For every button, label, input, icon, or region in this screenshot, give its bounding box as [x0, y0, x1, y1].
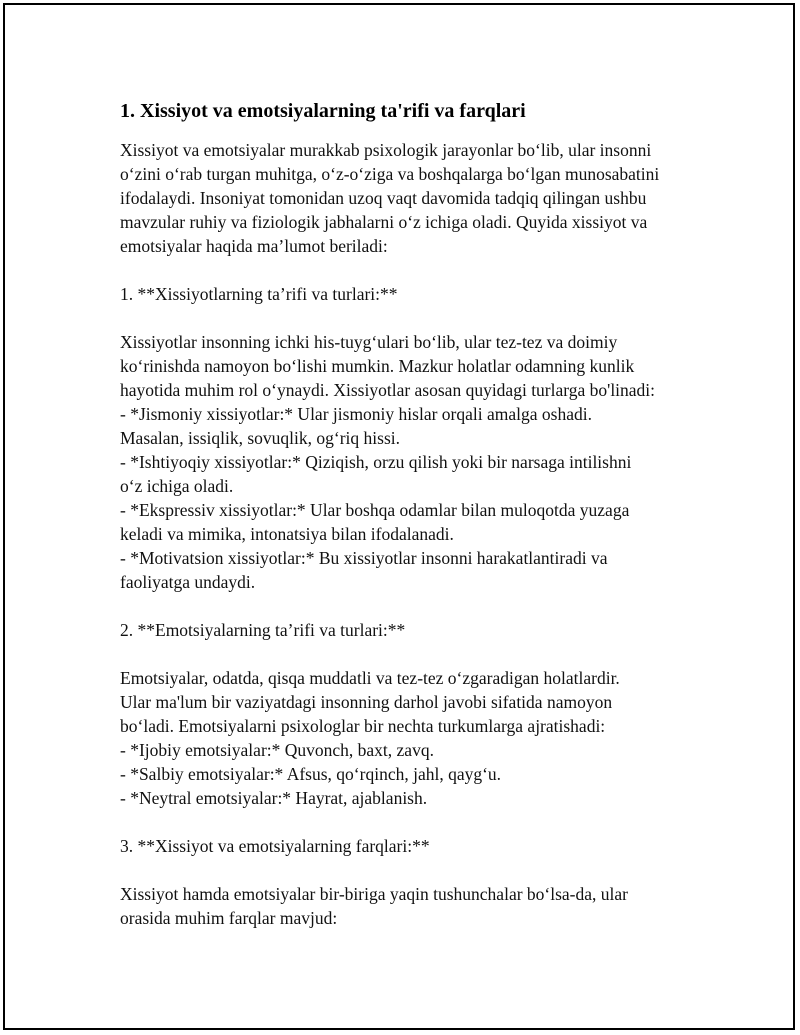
list-item: - *Ijobiy emotsiyalar:* Quvonch, baxt, zavq. [120, 740, 434, 760]
list-item: - *Ishtiyoqiy xissiyotlar:* Qiziqish, orzu qilish yoki bir narsaga intilishni o‘z ichiga oladi. [120, 452, 632, 496]
section-1-body: Xissiyotlar insonning ichki his-tuyg‘ulari bo‘lib, ular tez-tez va doimiy ko‘rinishda namoyon bo‘lishi mumkin. Mazkur holatlar odamning kunlik hayotida muhim rol o‘ynaydi. Xissiyotlar asosan quyidagi turlarga bo'linadi: [120, 332, 656, 400]
section-2-body: Emotsiyalar, odatda, qisqa muddatli va tez-tez o‘zgaradigan holatlardir. Ular ma'lum bir vaziyatdagi insonning darhol javobi sifatida namoyon bo‘ladi. Emotsiyalarni psixologlar bir nechta turkumlarga ajratishadi: [120, 668, 620, 736]
section-3-title: 3. **Xissiyot va emotsiyalarning farqlari:** [120, 836, 430, 856]
document-content [120, 97, 700, 930]
page-title: 1. Xissiyot va emotsiyalarning ta'rifi va farqlari [120, 100, 526, 122]
section-1-title: 1. **Xissiyotlarning ta’rifi va turlari:** [120, 284, 398, 304]
document-page [3, 3, 795, 1030]
list-item: - *Ekspressiv xissiyotlar:* Ular boshqa odamlar bilan muloqotda yuzaga keladi va mimika, intonatsiya bilan ifodalanadi. [120, 500, 630, 544]
list-item: - *Neytral emotsiyalar:* Hayrat, ajablanish. [120, 788, 428, 808]
list-item: - *Motivatsion xissiyotlar:* Bu xissiyotlar insonni harakatlantiradi va faoliyatga undaydi. [120, 548, 608, 592]
section-2-title: 2. **Emotsiyalarning ta’rifi va turlari:** [120, 620, 406, 640]
section-3-body: Xissiyot hamda emotsiyalar bir-biriga yaqin tushunchalar bo‘lsa-da, ular orasida muhim farqlar mavjud: [120, 884, 628, 928]
list-item: - *Jismoniy xissiyotlar:* Ular jismoniy hislar orqali amalga oshadi. Masalan, issiqlik, sovuqlik, og‘riq hissi. [120, 404, 592, 448]
intro-paragraph: Xissiyot va emotsiyalar murakkab psixologik jarayonlar bo‘lib, ular insonni o‘zini o‘rab turgan muhitga, o‘z-o‘ziga va boshqalarga bo‘lgan munosabatini ifodalaydi. Insoniyat tomonidan uzoq vaqt davomida tadqiq qilingan ushbu mavzular ruhiy va fiziologik jabhalarni o‘z ichiga oladi. Quyida xissiyot va emotsiyalar haqida ma’lumot beriladi: [120, 140, 660, 256]
list-item: - *Salbiy emotsiyalar:* Afsus, qo‘rqinch, jahl, qayg‘u. [120, 764, 502, 784]
